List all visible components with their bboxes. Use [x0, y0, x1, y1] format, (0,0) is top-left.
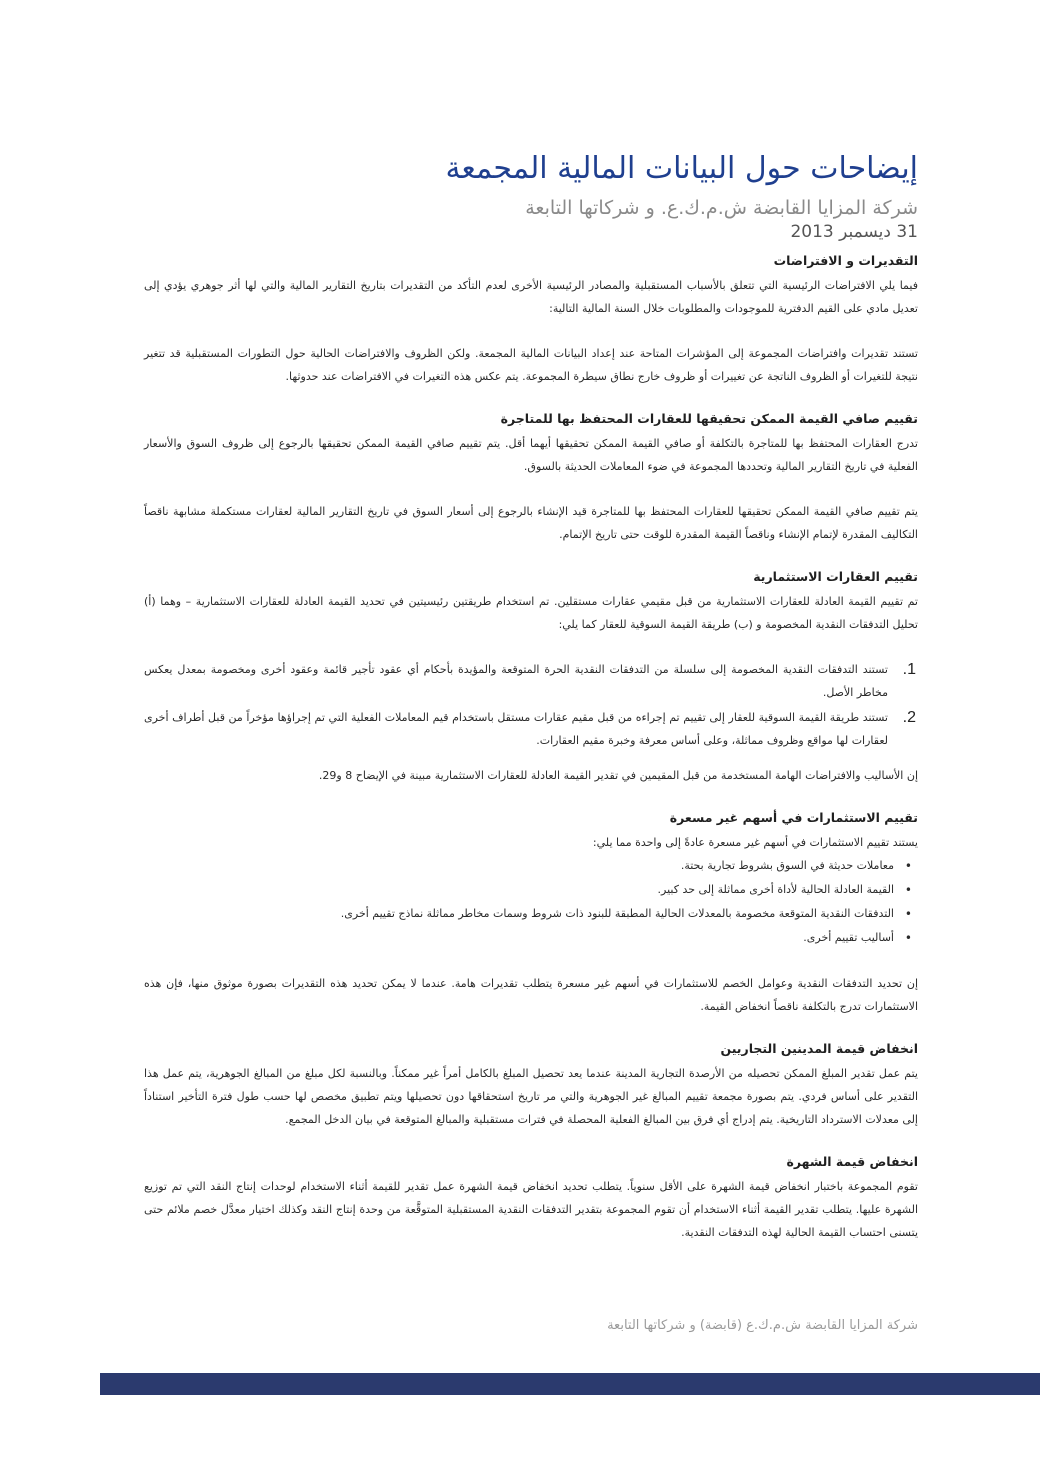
list-item-number: 1.	[902, 661, 916, 678]
list-item	[144, 658, 918, 704]
list-item	[144, 706, 918, 752]
section-heading-estimates: التقديرات و الافتراضات	[773, 253, 918, 268]
company-subtitle: شركة المزايا القابضة ش.م.ك.ع. و شركاتها التابعة	[525, 197, 918, 219]
section-heading-investment: تقييم العقارات الاستثمارية	[753, 569, 918, 584]
document-page	[144, 150, 918, 1244]
section-goodwill-impairment	[144, 1153, 918, 1244]
estimates-paragraph-2: تستند تقديرات وافتراضات المجموعة إلى المؤشرات المتاحة عند إعداد البيانات المالية المجمعة. ولكن الظروف والافتراضات الحالية حول التطورات المستقبلية قد تتغير نتيجة للتغيرات أو الظروف الناتجة عن تغييرات أو ظروف خارج نطاق سيطرة المجموعة. يتم عكس هذه التغيرات في الافتراضات عند حدوثها.	[144, 347, 918, 383]
list-item	[144, 854, 918, 878]
bullet-icon: •	[904, 907, 912, 921]
list-item-text: تستند طريقة القيمة السوقية للعقار إلى تقييم تم إجراءه من قبل مقيم عقارات مستقل باستخدام قيم المعاملات الفعلية التي تم إجراؤها مؤخراً من قبل أطراف أخرى لعقارات لها مواقع وظروف مماثلة، وعلى أساس معرفة وخبرة مقيم العقارات.	[144, 711, 888, 747]
valuation-methods-list	[144, 658, 918, 752]
estimates-paragraph-1: فيما يلي الافتراضات الرئيسية التي تتعلق بالأسباب المستقبلية والمصادر الرئيسية الأخرى لعدم التأكد من التقديرات بتاريخ التقارير المالية والتي لها أثر جوهري يؤدي إلى تعديل مادي على القيم الدفترية للموجودات والمطلوبات خلال السنة المالية التالية:	[144, 279, 918, 315]
bullet-icon: •	[904, 859, 912, 873]
document-header	[144, 150, 918, 242]
investment-paragraph-2: إن الأساليب والافتراضات الهامة المستخدمة من قبل المقيمين في تقدير القيمة العادلة للعقارات الاستثمارية مبينة في الإيضاح 8 و29.	[318, 769, 918, 782]
section-unquoted-equities	[144, 809, 918, 1018]
nrv-paragraph-1: تدرج العقارات المحتفظ بها للمتاجرة بالتكلفة أو صافي القيمة الممكن تحقيقها أيهما أقل. يتم تقييم صافي القيمة الممكن تحقيقها بالرجوع إلى ظروف السوق والأسعار الفعلية في تاريخ التقارير المالية وتحددها المجموعة في ضوء المعاملات الحديثة بالسوق.	[144, 437, 918, 473]
list-item	[144, 878, 918, 902]
report-date: 31 ديسمبر 2013	[790, 222, 918, 242]
section-heading-goodwill: انخفاض قيمة الشهرة	[786, 1154, 918, 1169]
section-estimates	[144, 252, 918, 388]
bullet-icon: •	[904, 883, 912, 897]
investment-paragraph-1: تم تقييم القيمة العادلة للعقارات الاستثمارية من قبل مقيمي عقارات مستقلين. تم استخدام طريقتين رئيسيتين في تحديد القيمة العادلة للعقارات الاستثمارية – وهما (أ) تحليل التدفقات النقدية المخصومة و (ب) طريقة القيمة السوقية للعقار كما يلي:	[144, 595, 918, 631]
list-item-text: أساليب تقييم أخرى.	[803, 931, 894, 944]
unquoted-bullet-list	[144, 854, 918, 950]
nrv-paragraph-2: يتم تقييم صافي القيمة الممكن تحقيقها للعقارات المحتفظ بها للمتاجرة قيد الإنشاء بالرجوع إلى أسعار السوق في تاريخ التقارير المالية لعقارات مستكملة مشابهة ناقصاً التكاليف المقدرة لإتمام الإنشاء وناقصاً القيمة المقدرة للوقت حتى تاريخ الإتمام.	[144, 505, 918, 541]
list-item-number: 2.	[902, 709, 916, 726]
section-nrv	[144, 410, 918, 546]
list-item-text: معاملات حديثة في السوق بشروط تجارية بحتة.	[680, 859, 894, 872]
footer-bar	[100, 1373, 1040, 1395]
list-item-text: التدفقات النقدية المتوقعة مخصومة بالمعدلات الحالية المطبقة للبنود ذات شروط وسمات مخاطر مماثلة نماذج تقييم أخرى.	[340, 907, 894, 920]
bullet-icon: •	[904, 931, 912, 945]
list-item-text: تستند التدفقات النقدية المخصومة إلى سلسلة من التدفقات النقدية الحرة المتوقعة والمؤيدة بأحكام أي عقود تأجير قائمة وعقود أخرى ومخصومة بمعدل يعكس مخاطر الأصل.	[144, 663, 888, 699]
section-heading-nrv: تقييم صافي القيمة الممكن تحقيقها للعقارات المحتفظ بها للمتاجرة	[500, 411, 918, 426]
section-heading-unquoted: تقييم الاستثمارات في أسهم غير مسعرة	[669, 810, 918, 825]
receivables-paragraph: يتم عمل تقدير المبلغ الممكن تحصيله من الأرصدة التجارية المدينة عندما يعد تحصيل المبلغ بالكامل أمراً غير ممكناً. وبالنسبة لكل مبلغ من المبالغ الجوهرية، يتم عمل هذا التقدير على أساس فردي. يتم بصورة مجمعة تقييم المبالغ غير الجوهرية والتي مر تاريخ استحقاقها دون تحصيلها ويتم تطبيق مخصص لها حسب طول فترة التأخير استناداً إلى معدلات الاسترداد التاريخية. يتم إدراج أي فرق بين المبالغ الفعلية المحصلة في فترات مستقبلية والمبالغ المتوقعة في بيان الدخل المجمع.	[144, 1067, 918, 1126]
section-receivables-impairment	[144, 1040, 918, 1131]
list-item	[144, 926, 918, 950]
page-title: إيضاحات حول البيانات المالية المجمعة	[445, 151, 918, 186]
list-item	[144, 902, 918, 926]
list-item-text: القيمة العادلة الحالية لأداة أخرى مماثلة إلى حد كبير.	[657, 883, 894, 896]
unquoted-paragraph-2: إن تحديد التدفقات النقدية وعوامل الخصم للاستثمارات في أسهم غير مسعرة يتطلب تقديرات هامة. عندما لا يمكن تحديد هذه التقديرات بصورة موثوق منها، فإن هذه الاستثمارات تدرج بالتكلفة ناقصاً انخفاض القيمة.	[144, 977, 918, 1013]
goodwill-paragraph: تقوم المجموعة باختبار انخفاض قيمة الشهرة على الأقل سنوياً. يتطلب تحديد انخفاض قيمة الشهرة عمل تقدير للقيمة أثناء الاستخدام لوحدات إنتاج النقد التي تم توزيع الشهرة عليها. يتطلب تقدير القيمة أثناء الاستخدام أن تقوم المجموعة بتقدير التدفقات النقدية المستقبلية المتوقَّعة من وحدة إنتاج النقد وكذلك اختيار معدَّل خصم ملائم حتى يتسنى احتساب القيمة الحالية لهذه التدفقات النقدية.	[144, 1180, 918, 1239]
unquoted-intro: يستند تقييم الاستثمارات في أسهم غير مسعرة عادةً إلى واحدة مما يلي:	[592, 836, 918, 849]
section-investment-properties	[144, 568, 918, 787]
section-heading-receivables: انخفاض قيمة المدينين التجاريين	[720, 1041, 918, 1056]
footer-company-name: شركة المزايا القابضة ش.م.ك.ع (قابضة) و شركاتها التابعة	[607, 1318, 918, 1333]
